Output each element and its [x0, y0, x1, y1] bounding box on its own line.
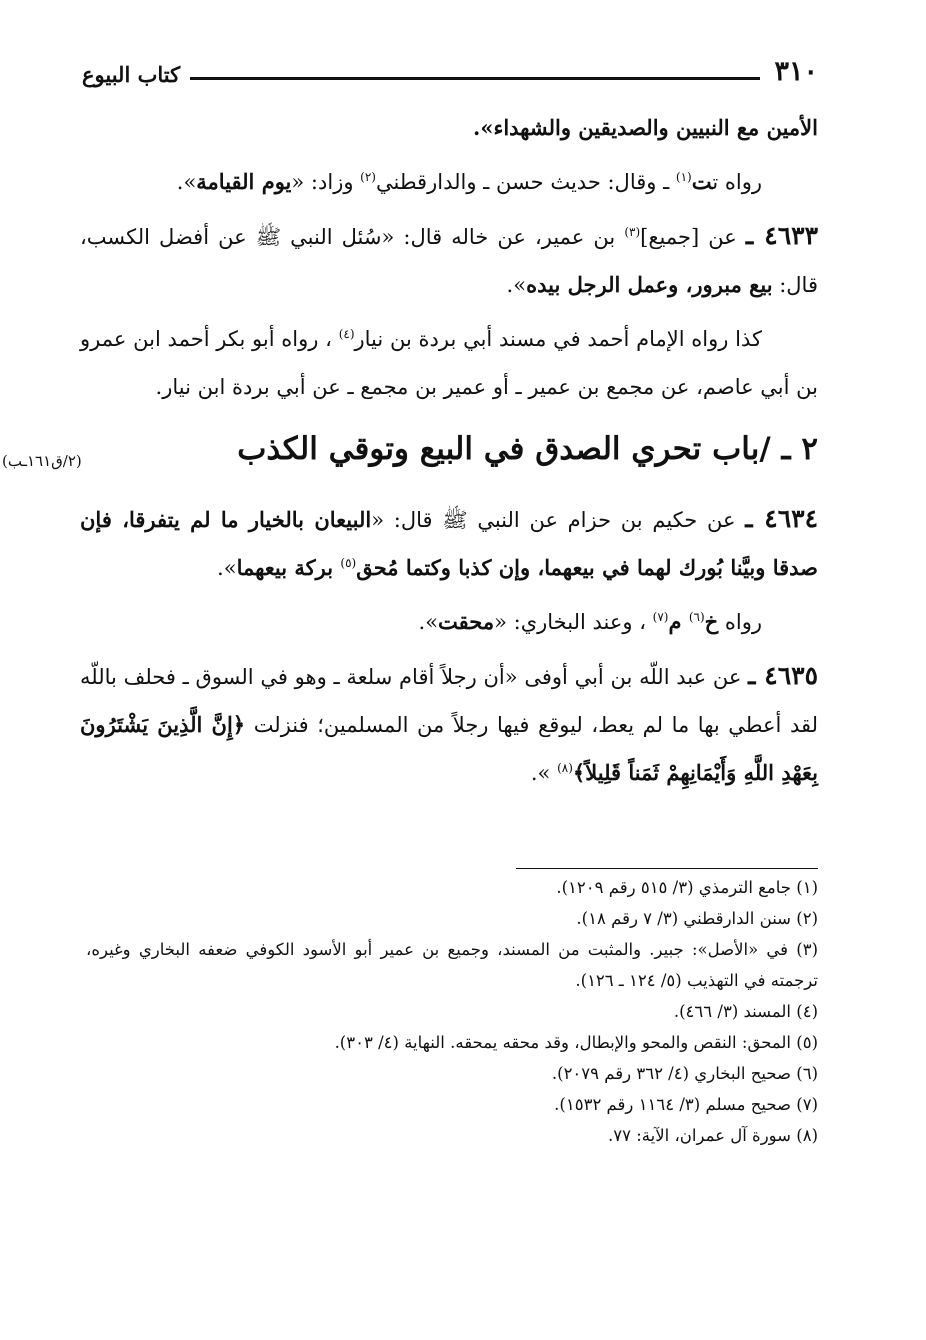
hadith-4633 [80, 212, 818, 309]
text: عن حكيم بن حزام عن النبي ﷺ قال: « [371, 508, 746, 532]
paragraph-attribution-3 [80, 598, 818, 646]
text: ، وعند البخاري: « [494, 610, 653, 634]
hadith-number: ٤٦٣٣ ـ [745, 221, 819, 250]
footnote-ref: (٤) [338, 327, 355, 341]
footnote-ref: (٦) [688, 610, 705, 624]
footnote-5: (٥) المحق: النقص والمحو والإبطال، وقد محقه يمحقه. النهاية (٤/ ٣٠٣). [334, 1033, 818, 1052]
chapter-heading [2, 425, 818, 485]
text: ، رواه أبو بكر أحمد ابن عمرو بن أبي عاصم، عن مجمع بن عمير ـ أو عمير بن مجمع ـ عن أبي بردة ابن نيار. [80, 327, 818, 399]
hadith-text: بركة بيعهما [236, 555, 341, 580]
text: ». [530, 761, 558, 785]
source-code: خ [704, 609, 719, 634]
quran-verse: ﴿إِنَّ الَّذِينَ يَشْتَرُونَ بِعَهْدِ اللَّهِ وَأَيْمَانِهِمْ ثَمَناً قَلِيلاً﴾ [80, 712, 818, 785]
footnote-ref: (٥) [340, 556, 357, 570]
footnote-ref: (١) [675, 170, 692, 184]
footnote-2: (٢) سنن الدارقطني (٣/ ٧ رقم ١٨). [576, 909, 818, 928]
text: ». [418, 610, 439, 634]
text: رواه [718, 610, 762, 634]
hadith-number: ٤٦٣٥ ـ [748, 661, 818, 690]
running-title: كتاب البيوع [82, 62, 181, 87]
footnote-4: (٤) المسند (٣/ ٤٦٦). [673, 1002, 818, 1021]
hadith-4635 [80, 652, 818, 797]
text: ». [217, 556, 237, 580]
footnote-8: (٨) سورة آل عمران، الآية: ٧٧. [608, 1126, 818, 1145]
text: ». [506, 273, 527, 297]
chapter-title: ٢ ـ /باب تحري الصدق في البيع وتوقي الكذب [237, 431, 818, 467]
text: وزاد: « [291, 170, 361, 194]
footnotes [86, 872, 818, 1151]
paragraph-attribution-1: رواه تت$^{(١)}$ ـ وقال: حديث حسن ـ والدارقطني$^{(٢)}$ وزاد: «يوم القيامة». [176, 169, 762, 194]
hadith-text: البيعان بالخيار ما لم يتفرقا، فإن صدقا وبيَّنا بُورك لهما في بيعهما، وإن كذبا وكتما مُحق [80, 507, 818, 580]
hadith-text: محقت [438, 609, 495, 634]
main-text [2, 104, 819, 803]
text: ـ وقال: حديث حسن ـ والدارقطني [375, 170, 676, 194]
footnote-ref: (٢) [360, 170, 376, 184]
footnote-separator [516, 868, 818, 869]
text: عن عبد اللّه بن أبي أوفى «أن رجلاً أقام سلعة ـ وهو في السوق ـ فحلف باللّه لقد أعطي بها ما لم يعط، ليوقع فيها رجلاً من المسلمين؛ فنزلت [80, 665, 818, 737]
manuscript-reference: (٢/ق١٦١ـب) [2, 452, 82, 470]
footnote-ref: (٣) [624, 225, 641, 239]
text: عن [جميع] [640, 225, 746, 249]
page-header [82, 56, 818, 96]
hadith-number: ٤٦٣٤ ـ [745, 504, 818, 533]
source-code: م [668, 609, 689, 634]
paragraph-attribution-2 [80, 315, 818, 411]
hadith-text: بيع مبرور، وعمل الرجل بيده [526, 272, 773, 297]
text: كذا رواه الإمام أحمد في مسند أبي بردة بن نيار [354, 327, 762, 351]
footnote-1: (١) جامع الترمذي (٣/ ٥١٥ رقم ١٢٠٩). [556, 878, 818, 897]
footnote-ref: (٨) [557, 761, 573, 775]
hadith-text: الأمين مع النبيين والصديقين والشهداء». [473, 115, 818, 140]
footnote-3: (٣) في «الأصل»: جبير. والمثبت من المسند، وجميع بن عمير أبو الأسود الكوفي ضعفه البخاري وغيره، ترجمته في التهذيب (٥/ ١٢٤ ـ ١٢٦). [86, 940, 818, 990]
text: ». [176, 170, 197, 194]
text: رواه ت [712, 170, 762, 194]
footnote-7: (٧) صحيح مسلم (٣/ ١١٦٤ رقم ١٥٣٢). [554, 1095, 818, 1114]
page-number: ٣١٠ [774, 56, 818, 87]
paragraph-continuation [80, 104, 818, 152]
hadith-text: يوم القيامة [196, 169, 292, 194]
footnote-ref: (٧) [652, 610, 669, 624]
footnote-6: (٦) صحيح البخاري (٤/ ٣٦٢ رقم ٢٠٧٩). [551, 1064, 818, 1083]
text: بن عمير، عن خاله قال: «سُئل النبي ﷺ عن أفضل الكسب، قال: [80, 225, 818, 297]
hadith-4634 [80, 495, 818, 592]
header-rule [190, 77, 760, 80]
